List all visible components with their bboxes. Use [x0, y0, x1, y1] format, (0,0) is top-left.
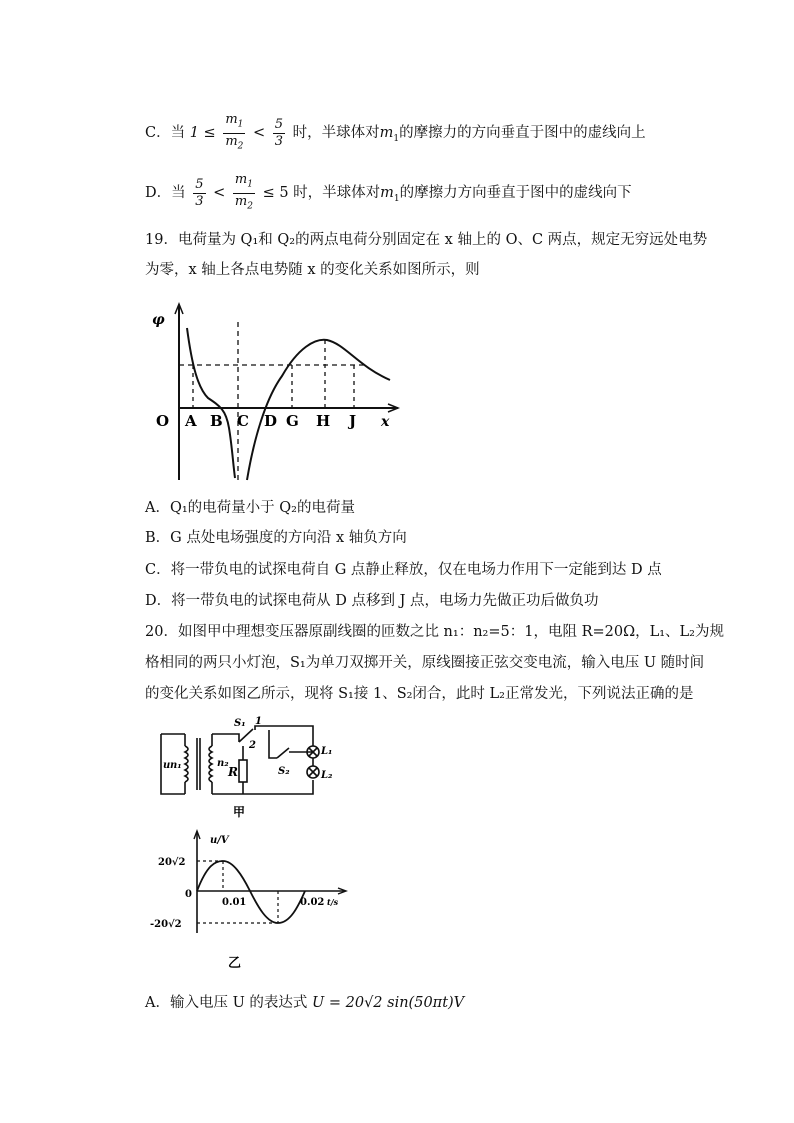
- q19-point-d: D: [264, 412, 278, 430]
- q20-s2-label: S₂: [278, 766, 290, 777]
- q20-sine-curve: [197, 861, 305, 923]
- q20-wave-caption: 乙: [228, 956, 242, 971]
- q18-option-c: C．当 1 ≤ $\frac{m_1}{m_2}$ < $\frac{5}{3}$ 时，半球体对$m_1$的摩擦力的方向垂直于图中的虚线向上: [145, 112, 646, 154]
- q18-c-tail: 的摩擦力的方向垂直于图中的虚线向上: [399, 125, 646, 142]
- q19-option-c: C．将一带负电的试探电荷自 G 点静止释放，仅在电场力作用下一定能到达 D 点: [145, 562, 662, 578]
- q20-pos1-label: 1: [255, 716, 262, 727]
- q18-c-fraction: $\frac{m_1}{m_2}$: [225, 112, 244, 152]
- q20-primary-coil: [185, 746, 188, 782]
- q20-secondary-coil: [209, 746, 212, 782]
- q20-ymin-label: -20√2: [150, 919, 182, 930]
- q20-a-label: A．输入电压 U 的表达式: [145, 995, 308, 1011]
- q18-c-bound: $\frac{5}{3}$: [274, 116, 284, 149]
- q19-curve-right: [247, 340, 390, 480]
- q20-resistor-r: [239, 760, 247, 782]
- q18-option-d: D．当 $\frac{5}{3}$ < $\frac{m_1}{m_2}$ ≤ 5 时，半球体对$m_1$的摩擦力方向垂直于图中的虚线向下: [145, 172, 632, 214]
- q19-x-label: x: [381, 414, 390, 430]
- q19-stem-line1: 19．电荷量为 Q₁和 Q₂的两点电荷分别固定在 x 轴上的 O、C 两点，规定无穷远处电势: [145, 232, 708, 248]
- q18-c-mid: 时，半球体对: [292, 125, 380, 142]
- q19-point-h: H: [316, 412, 331, 430]
- q19-point-b: B: [210, 412, 223, 430]
- q18-c-rhs: <: [252, 125, 266, 142]
- q19-option-b: B．G 点处电场强度的方向沿 x 轴负方向: [145, 530, 407, 546]
- q20-stem-line3: 的变化关系如图乙所示，现将 S₁接 1、S₂闭合，此时 L₂正常发光，下列说法正确的是: [145, 686, 694, 702]
- q19-point-c: C: [237, 412, 249, 430]
- q20-t2-label: 0.02: [300, 897, 325, 908]
- q20-ymax-label: 20√2: [158, 857, 186, 868]
- q18-d-label: D．当: [145, 185, 186, 202]
- q18-d-lhs: <: [213, 185, 226, 202]
- q20-y-label: u/V: [210, 835, 229, 846]
- q19-stem-line2: 为零，x 轴上各点电势随 x 的变化关系如图所示，则: [145, 262, 480, 278]
- q20-pos2-label: 2: [249, 740, 256, 751]
- q20-t1-label: 0.01: [222, 897, 247, 908]
- q18-d-rhs: ≤ 5: [262, 185, 289, 202]
- q19-option-a: A．Q₁的电荷量小于 Q₂的电荷量: [145, 500, 355, 516]
- q18-c-label: C．当: [145, 125, 186, 142]
- q20-switch-s2: [277, 748, 289, 758]
- q18-d-bound: $\frac{5}{3}$: [195, 176, 204, 209]
- q20-voltage-graph: [150, 825, 355, 975]
- q19-point-labels: [184, 412, 356, 430]
- q18-d-fraction: $\frac{m_1}{m_2}$: [234, 172, 253, 212]
- q18-c-lhs: 1 ≤: [189, 125, 216, 142]
- q20-stem-line1: 20．如图甲中理想变压器原副线圈的匝数之比 n₁：n₂=5：1，电阻 R=20Ω，L₁、L₂为规: [145, 624, 724, 640]
- q20-option-a: [145, 993, 464, 1013]
- q20-circuit-caption: 甲: [233, 805, 246, 819]
- q20-circuit-diagram: [155, 716, 333, 821]
- q19-potential-graph: [150, 298, 410, 488]
- q20-l2-label: L₂: [321, 770, 333, 781]
- q18-d-mid: 时，半球体对: [293, 185, 381, 202]
- q18-d-tail: 的摩擦力方向垂直于图中的虚线向下: [399, 185, 632, 202]
- q19-point-a: A: [185, 412, 197, 430]
- q20-r-label: R: [228, 765, 238, 779]
- q20-origin-label: 0: [185, 889, 192, 900]
- q20-n1-label: n₁: [170, 760, 182, 771]
- q19-point-g: G: [286, 412, 299, 430]
- q19-curve-left: [187, 328, 235, 478]
- q20-a-math: U = 20√2 sin(50πt)V: [312, 995, 465, 1011]
- q20-n2-label: n₂: [217, 758, 229, 769]
- q19-option-d: D．将一带负电的试探电荷从 D 点移到 J 点，电场力先做正功后做负功: [145, 593, 599, 609]
- q20-l1-label: L₁: [321, 746, 333, 757]
- q20-u-label: u: [163, 760, 171, 771]
- q20-stem-line2: 格相同的两只小灯泡，S₁为单刀双掷开关，原线圈接正弦交变电流，输入电压 U 随时间: [145, 655, 705, 671]
- q19-y-label: φ: [152, 312, 165, 328]
- q20-s1-label: S₁: [234, 718, 246, 729]
- q19-origin-label: O: [156, 412, 170, 430]
- q19-point-j: J: [349, 412, 357, 430]
- q20-t-label: t/s: [327, 897, 339, 907]
